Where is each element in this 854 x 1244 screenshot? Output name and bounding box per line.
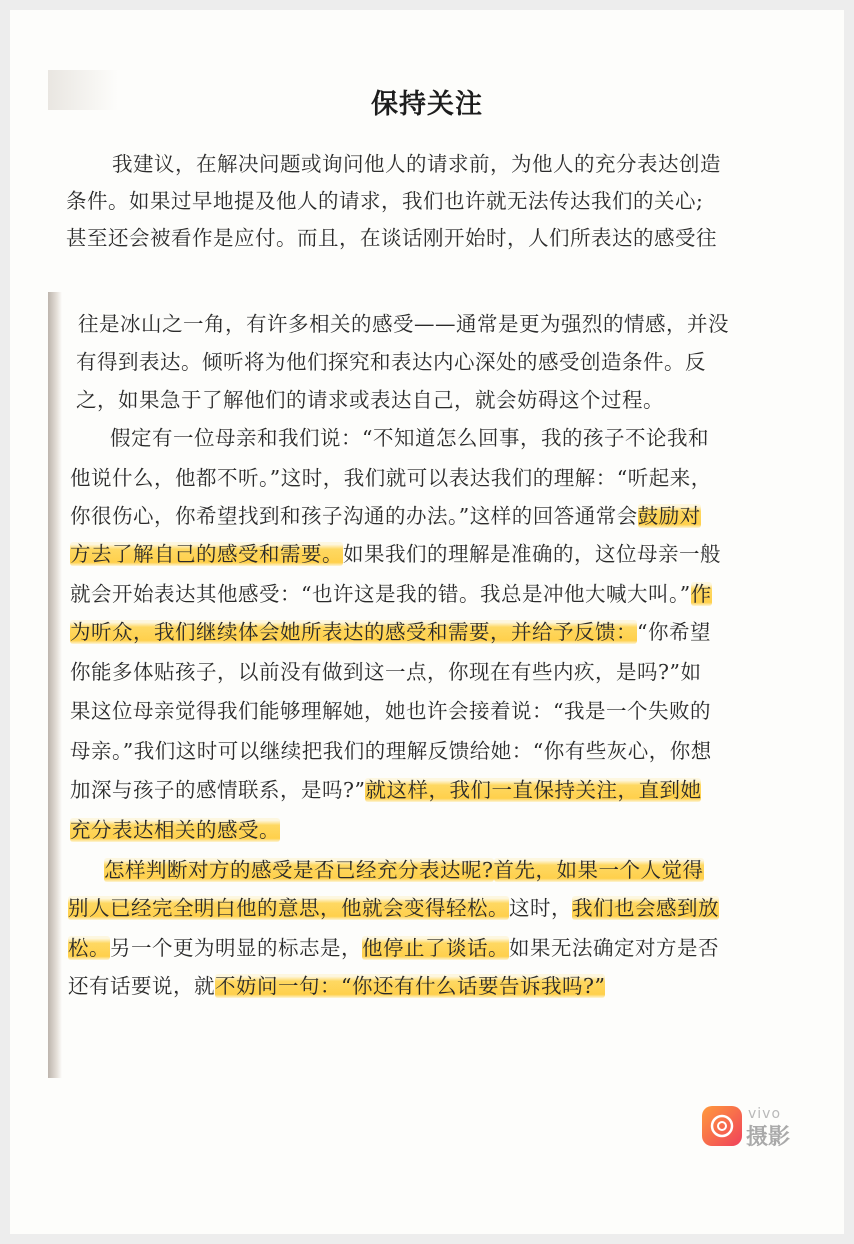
text-line bbox=[76, 348, 744, 376]
highlighted-text: 就这样，我们一直保持关注，直到她 bbox=[365, 778, 702, 802]
page-title: 保持关注 bbox=[371, 89, 483, 120]
text-line bbox=[76, 386, 676, 414]
book-page bbox=[10, 10, 844, 1234]
text-line bbox=[70, 618, 750, 646]
text-segment: 条件。如果过早地提及他人的请求，我们也许就无法传达我们的关心; bbox=[66, 189, 704, 213]
text-segment: 还有话要说，就 bbox=[68, 974, 215, 998]
text-segment: 加深与孩子的感情联系，是吗?” bbox=[70, 778, 366, 802]
text-line bbox=[66, 187, 766, 215]
camera-watermark bbox=[702, 1106, 842, 1150]
watermark-label: 摄影 bbox=[746, 1125, 791, 1150]
text-line bbox=[66, 224, 766, 252]
text-segment: 就会开始表达其他感受：“也许这是我的错。我总是冲他大喊大叫。” bbox=[70, 582, 691, 606]
text-line bbox=[70, 580, 750, 608]
text-line bbox=[70, 502, 750, 530]
text-segment: 另一个更为明显的标志是， bbox=[110, 936, 362, 960]
text-segment: “你希望 bbox=[637, 620, 711, 644]
text-segment: 你很伤心，你希望找到和孩子沟通的办法。”这样的回答通常会 bbox=[70, 504, 638, 528]
text-line bbox=[70, 816, 350, 844]
highlighted-text: 首先，如果一个人觉得 bbox=[493, 858, 704, 882]
page-spine-shadow bbox=[48, 292, 62, 1078]
text-line bbox=[110, 424, 756, 452]
highlighted-text: 作 bbox=[690, 582, 712, 606]
watermark-brand: vivo bbox=[748, 1106, 782, 1122]
text-line bbox=[104, 856, 768, 884]
text-segment: 你能多体贴孩子，以前没有做到这一点，你现在有些内疚，是吗?”如 bbox=[70, 660, 702, 684]
text-segment: 如果我们的理解是准确的，这位母亲一般 bbox=[343, 542, 721, 566]
highlighted-text: 充分表达相关的感受。 bbox=[70, 818, 280, 842]
camera-lens-icon bbox=[702, 1106, 742, 1146]
highlighted-text: 别人已经完全明白他的意思，他就会变得轻松。 bbox=[68, 896, 509, 920]
highlighted-text: 松。 bbox=[68, 936, 110, 960]
highlighted-text: 方去了解自己的感受和需要。 bbox=[70, 542, 343, 566]
text-segment: 果这位母亲觉得我们能够理解她，她也许会接着说：“我是一个失败的 bbox=[70, 699, 711, 723]
text-segment: 往是冰山之一角，有许多相关的感受——通常是更为强烈的情感，并没 bbox=[78, 312, 729, 336]
text-segment: 我建议，在解决问题或询问他人的请求前，为他人的充分表达创造 bbox=[112, 152, 721, 176]
highlighted-text: 鼓励对 bbox=[637, 504, 701, 528]
text-line bbox=[112, 150, 776, 178]
text-segment: 之，如果急于了解他们的请求或表达自己，就会妨碍这个过程。 bbox=[76, 388, 664, 412]
text-line bbox=[78, 310, 744, 338]
text-segment: 如果无法确定对方是否 bbox=[509, 936, 719, 960]
text-line bbox=[70, 658, 750, 686]
text-segment: 假定有一位母亲和我们说：“不知道怎么回事，我的孩子不论我和 bbox=[110, 426, 709, 450]
text-line bbox=[68, 972, 668, 1000]
text-line bbox=[70, 464, 750, 492]
text-segment: 他说什么，他都不听。”这时，我们就可以表达我们的理解：“听起来， bbox=[70, 466, 712, 490]
text-segment: 母亲。”我们这时可以继续把我们的理解反馈给她：“你有些灰心，你想 bbox=[70, 739, 712, 763]
text-line bbox=[68, 894, 768, 922]
text-segment: 这时， bbox=[509, 896, 572, 920]
highlighted-text: 为听众，我们继续体会她所表达的感受和需要，并给予反馈： bbox=[70, 620, 637, 644]
text-line bbox=[70, 697, 750, 725]
highlighted-text: 我们也会感到放 bbox=[572, 896, 719, 920]
text-segment: 甚至还会被看作是应付。而且，在谈话刚开始时，人们所表达的感受往 bbox=[66, 226, 717, 250]
text-line bbox=[68, 934, 768, 962]
text-line bbox=[70, 776, 750, 804]
text-line bbox=[70, 737, 750, 765]
highlighted-text: 他停止了谈话。 bbox=[362, 936, 509, 960]
text-segment: 有得到表达。倾听将为他们探究和表达内心深处的感受创造条件。反 bbox=[76, 350, 706, 374]
highlighted-text: 不妨问一句：“你还有什么话要告诉我吗?” bbox=[215, 974, 606, 998]
highlighted-text: 怎样判断对方的感受是否已经充分表达呢? bbox=[104, 858, 494, 882]
text-line bbox=[70, 540, 750, 568]
